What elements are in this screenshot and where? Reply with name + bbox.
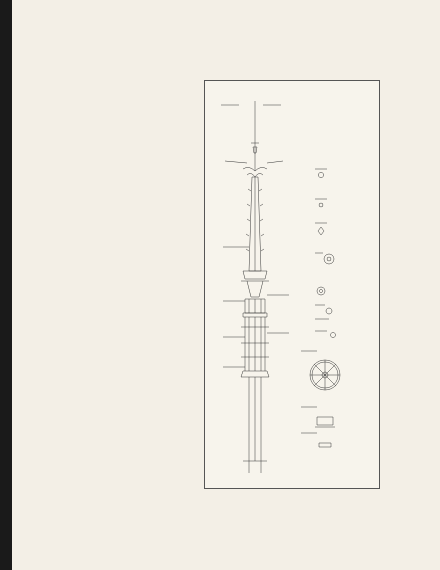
spire-elevation-drawing <box>205 81 379 488</box>
book-page <box>12 0 440 570</box>
spire-drawing-plate <box>204 80 380 489</box>
